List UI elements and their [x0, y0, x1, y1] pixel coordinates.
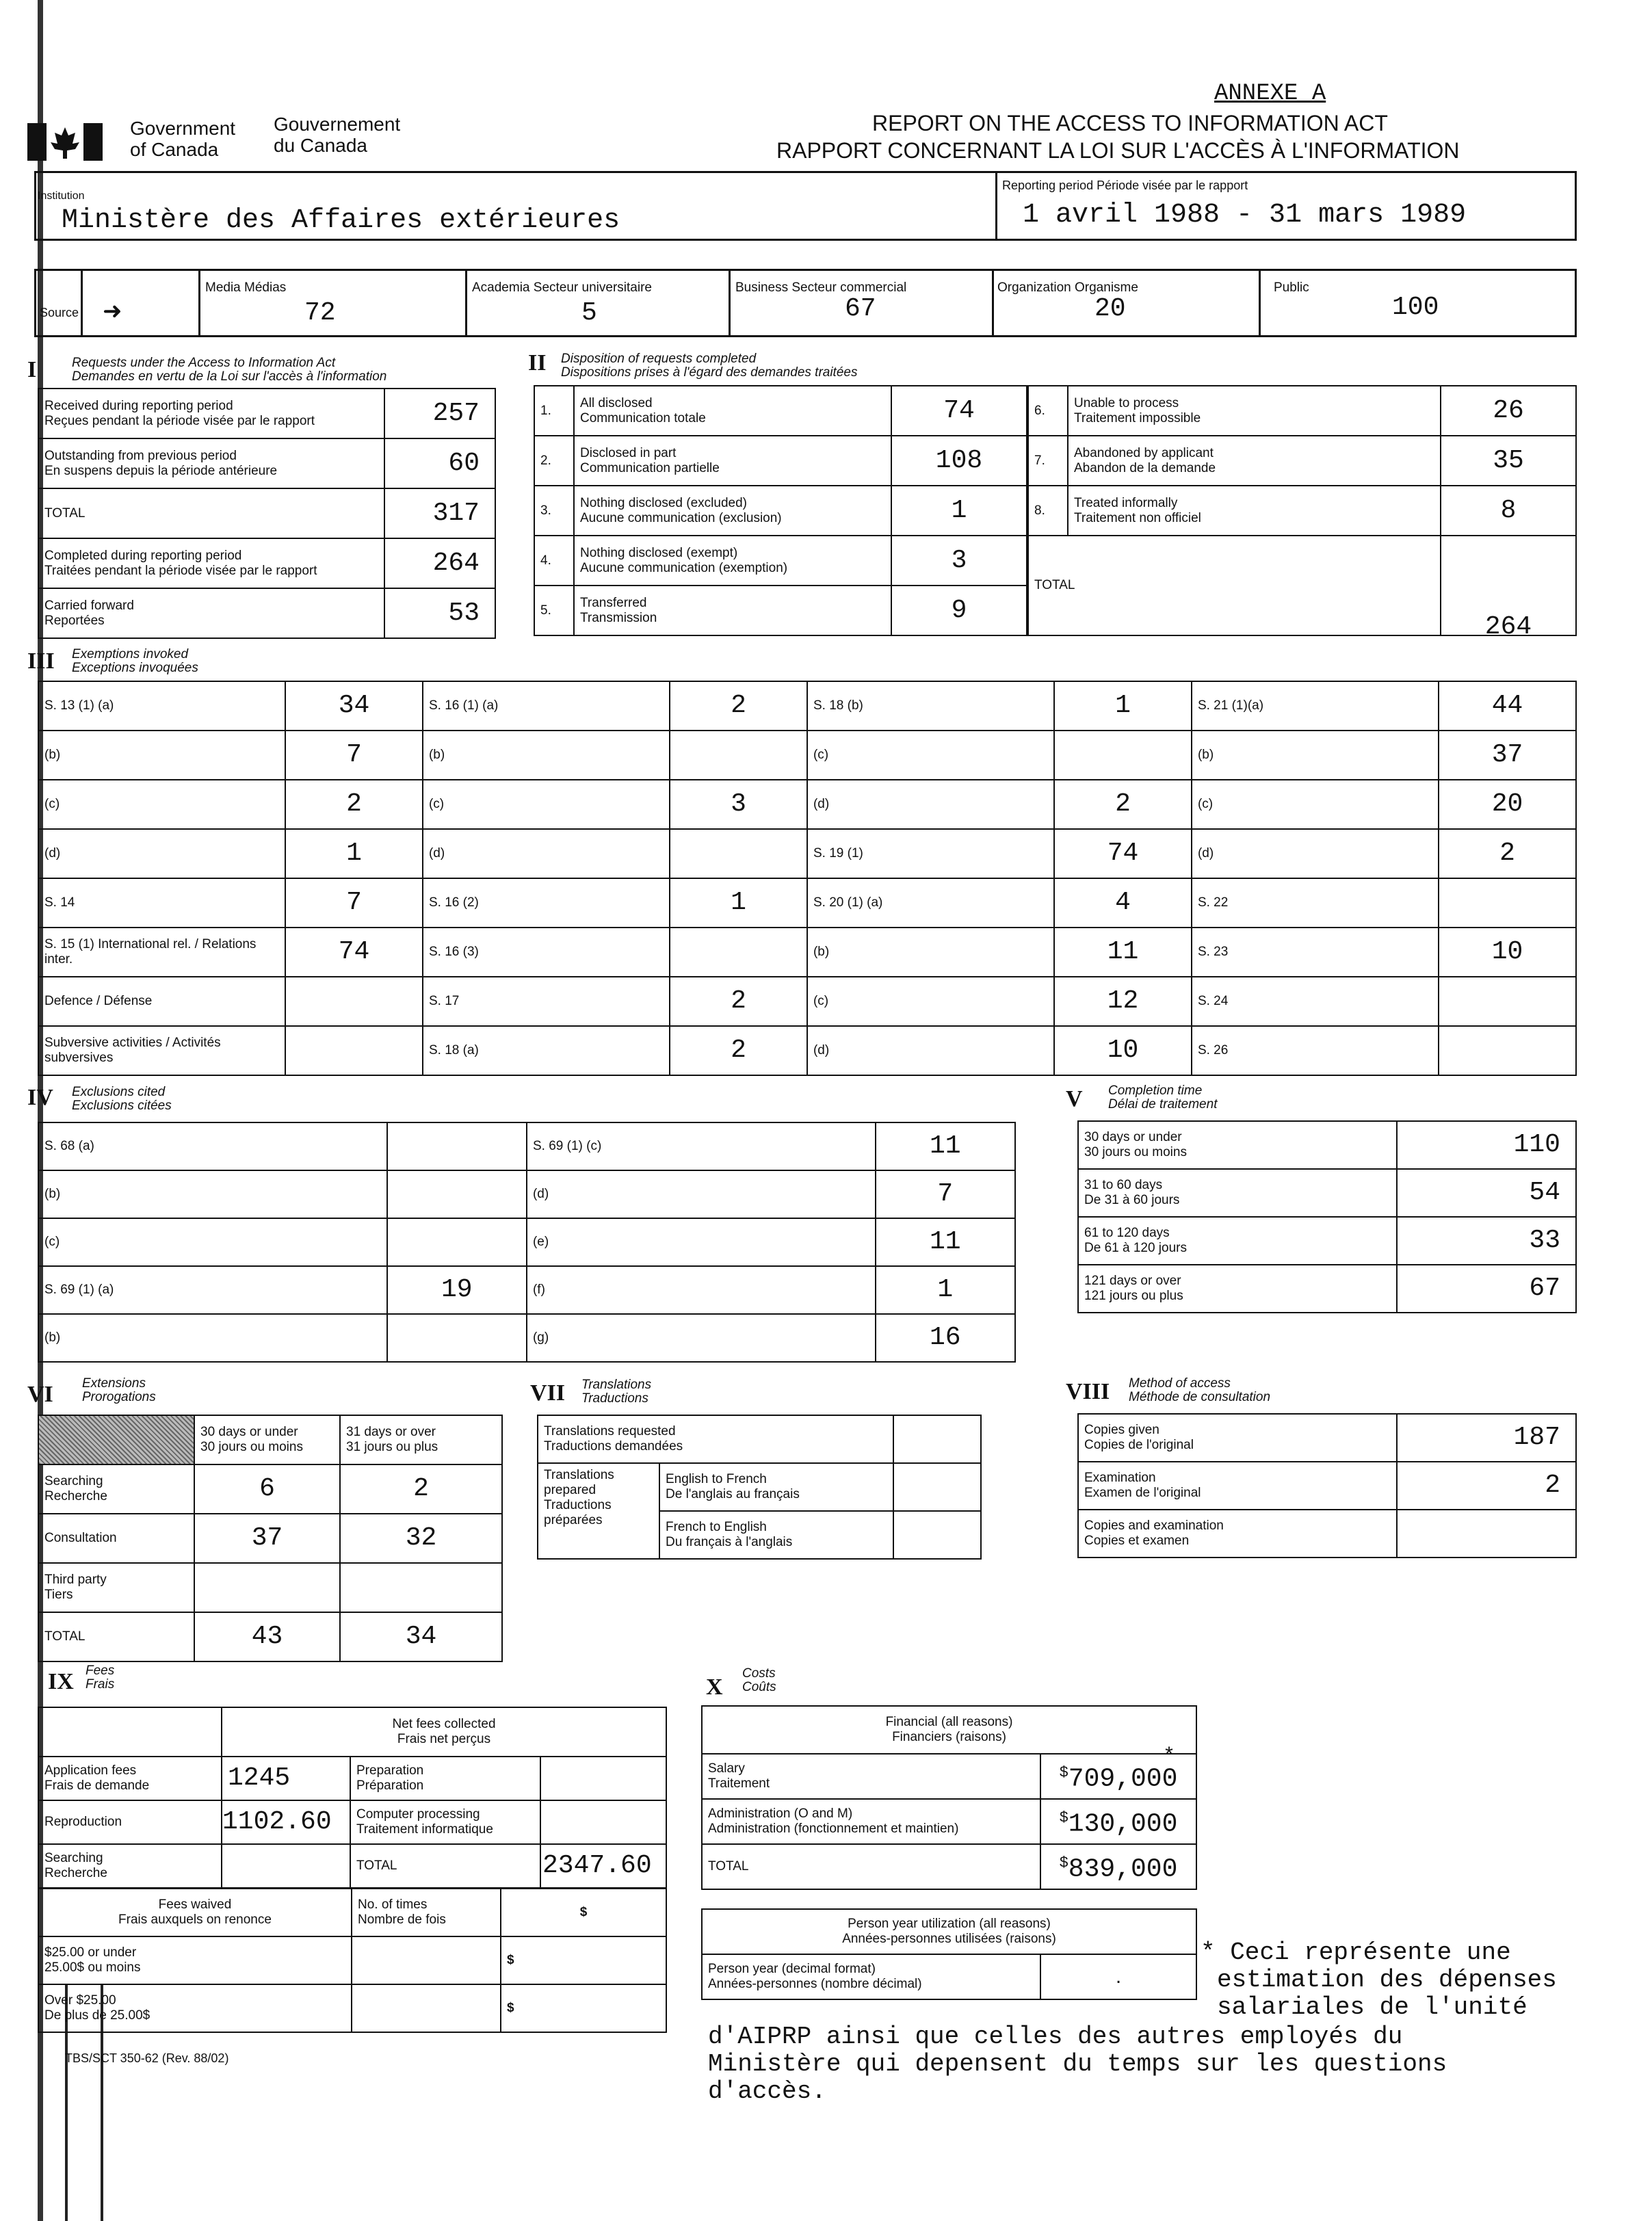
media-value: 72 — [304, 298, 336, 328]
sec6-r2-b — [340, 1563, 502, 1612]
sec1-r0-fr: Reçues pendant la période visée par le rapport — [44, 413, 315, 428]
sec4-col1-r4-value — [387, 1314, 527, 1362]
sec6-table — [38, 1415, 503, 1662]
sec1-r1-fr: En suspens depuis la période antérieure — [44, 463, 278, 478]
sec10-total-currency: $ — [1059, 1854, 1068, 1872]
sec3-table — [38, 681, 1577, 1076]
sec6-roman: VI — [27, 1382, 53, 1407]
sec7-table — [537, 1415, 982, 1560]
sec9-under-label: $25.00 or under 25.00$ ou moins — [38, 1936, 352, 1984]
sec3-col4-r0-label: S. 21 (1)(a) — [1192, 681, 1439, 731]
sec3-col4-r2-value: 20 — [1439, 780, 1576, 829]
sec7-prepared-label: Translations prepared — [544, 1468, 614, 1497]
sec9-waived-label: Fees waived Frais auxquels on renonce — [38, 1889, 352, 1936]
sec3-col2-r0-label: S. 16 (1) (a) — [423, 681, 670, 731]
sec3-col3-r6-label: (c) — [807, 977, 1054, 1026]
note-continued — [708, 1996, 1447, 2133]
note-line-4: d'AIPRP ainsi que celles des autres employés du — [708, 2023, 1403, 2051]
sec9-reproduction: 1102.60 — [222, 1800, 350, 1844]
sec9-total: 2347.60 — [540, 1844, 666, 1888]
sec8-title-en: Method of access — [1129, 1376, 1231, 1391]
sec3-col3-r7-label: (d) — [807, 1026, 1054, 1075]
sec3-col1-r5-label: S. 15 (1) International rel. / Relations inter. — [38, 928, 285, 977]
sec1-r2-value: 317 — [384, 488, 495, 538]
sec3-col1-r6-label: Defence / Défense — [38, 977, 285, 1026]
sec5-r2-fr: De 61 à 120 jours — [1084, 1241, 1187, 1255]
sec3-col1-r2-label: (c) — [38, 780, 285, 829]
sec5-title-en: Completion time — [1108, 1083, 1203, 1098]
sec3-col3-r5-value: 11 — [1054, 928, 1192, 977]
sec3-col1-r1-label: (b) — [38, 731, 285, 780]
sec2-l2-value: 1 — [891, 486, 1027, 536]
sec7-roman: VII — [530, 1380, 566, 1406]
sec10-salary-label: Salary Traitement — [702, 1754, 1040, 1799]
sec2-r0-en: Unable to process — [1074, 395, 1179, 410]
sec3-col2-r5-label: S. 16 (3) — [423, 928, 670, 977]
sec3-col3-r2-label: (d) — [807, 780, 1054, 829]
sec3-col2-r1-value — [670, 731, 807, 780]
sec9-roman: IX — [48, 1669, 74, 1694]
sec3-col2-r6-label: S. 17 — [423, 977, 670, 1026]
sec2-l0-value: 74 — [891, 386, 1027, 436]
sec4-col2-r1-value: 7 — [876, 1170, 1015, 1218]
sec10-salary-currency: $ — [1059, 1764, 1068, 1782]
period-value: 1 avril 1988 - 31 mars 1989 — [1023, 200, 1467, 231]
sec3-col3-r6-value: 12 — [1054, 977, 1192, 1026]
sec1-r3-fr: Traitées pendant la période visée par le rapport — [44, 563, 317, 578]
sec6-col-a: 30 days or under 30 jours ou moins — [194, 1415, 340, 1464]
sec5-r2-value: 33 — [1397, 1217, 1576, 1265]
note-line-2: estimation des dépenses — [1217, 1966, 1557, 1994]
sec4-col1-r2-label: (c) — [38, 1218, 387, 1266]
sec3-col2-r4-label: S. 16 (2) — [423, 878, 670, 928]
sec10-admin-label: Administration (O and M) Administration (fonctionnement et maintien) — [702, 1799, 1040, 1844]
sec3-col2-r7-label: S. 18 (a) — [423, 1026, 670, 1075]
sec4-col1-r2-value — [387, 1218, 527, 1266]
sec1-r3-value: 264 — [384, 538, 495, 588]
sec2-l4-en: Transferred — [580, 595, 647, 610]
sec10-py-table — [701, 1908, 1197, 2000]
sec10-costs-table — [701, 1705, 1197, 1890]
sec7-requested-label: Translations requested Traductions demandées — [538, 1415, 893, 1463]
sec10-asterisk: * — [1162, 1745, 1175, 1768]
sec3-col1-r2-value: 2 — [285, 780, 423, 829]
sec3-roman: III — [27, 648, 55, 674]
sec2-roman: II — [528, 350, 547, 376]
sec1-r4-value: 53 — [384, 588, 495, 638]
sec3-col3-r7-value: 10 — [1054, 1026, 1192, 1075]
sec4-roman: IV — [27, 1085, 53, 1110]
sec4-col1-r0-label: S. 68 (a) — [38, 1122, 387, 1170]
sec3-col1-r3-value: 1 — [285, 829, 423, 878]
sec3-col2-r3-value — [670, 829, 807, 878]
sec2-l2-fr: Aucune communication (exclusion) — [580, 510, 782, 525]
sec3-col2-r6-value: 2 — [670, 977, 807, 1026]
sec6-r3-a: 43 — [194, 1612, 340, 1661]
sec3-col4-r4-value — [1439, 878, 1576, 928]
sec3-col1-r0-value: 34 — [285, 681, 423, 731]
sec5-r3-en: 121 days or over — [1084, 1274, 1181, 1288]
sec2-total-value: 264 — [1441, 536, 1576, 635]
sec8-r0-value: 187 — [1397, 1414, 1576, 1462]
sec4-col2-r4-label: (g) — [527, 1314, 876, 1362]
sec4-col2-r0-label: S. 69 (1) (c) — [527, 1122, 876, 1170]
sec9-waived-table — [38, 1888, 667, 2033]
sec3-col4-r4-label: S. 22 — [1192, 878, 1439, 928]
sec3-col1-r7-label: Subversive activities / Activités subversives — [38, 1026, 285, 1075]
sec4-col1-r3-label: S. 69 (1) (a) — [38, 1266, 387, 1314]
sec5-title-fr: Délai de traitement — [1108, 1097, 1218, 1112]
report-title-fr: RAPPORT CONCERNANT LA LOI SUR L'ACCÈS À L'INFORMATION — [776, 138, 1460, 163]
sec6-r1-b: 32 — [340, 1514, 502, 1563]
sec2-l1-n: 2. — [534, 436, 574, 486]
sec1-r4-fr: Reportées — [44, 613, 105, 628]
note-line-3: salariales de l'unité — [1217, 1993, 1528, 2021]
sec4-col2-r2-value: 11 — [876, 1218, 1015, 1266]
sec5-r3-fr: 121 jours ou plus — [1084, 1289, 1183, 1303]
sec4-title-fr: Exclusions citées — [72, 1099, 172, 1113]
sec3-col2-r3-label: (d) — [423, 829, 670, 878]
sec9-reproduction-label: Reproduction — [38, 1800, 222, 1844]
sec10-roman: X — [706, 1674, 723, 1700]
period-label: Reporting period Période visée par le rapport — [1002, 179, 1248, 192]
sec2-l4-value: 9 — [891, 586, 1027, 635]
sec1-r1-en: Outstanding from previous period — [44, 448, 237, 463]
sec7-fr-en: French to English Du français à l'anglais — [659, 1511, 893, 1559]
sec3-col4-r5-value: 10 — [1439, 928, 1576, 977]
sec7-en-fr-value — [893, 1463, 981, 1511]
sec8-table — [1077, 1413, 1577, 1558]
sec9-computer — [540, 1800, 666, 1844]
sec8-title-fr: Méthode de consultation — [1129, 1390, 1271, 1404]
sec6-r0-a: 6 — [194, 1464, 340, 1514]
sec10-salary: 709,000 — [1068, 1764, 1178, 1794]
sec4-col2-r1-label: (d) — [527, 1170, 876, 1218]
sec3-col3-r2-value: 2 — [1054, 780, 1192, 829]
sec6-r2-a — [194, 1563, 340, 1612]
note-line-1: * Ceci représente une — [1201, 1939, 1511, 1967]
sec4-col2-r2-label: (e) — [527, 1218, 876, 1266]
sec2-r0-n: 6. — [1028, 386, 1068, 436]
sec3-col2-r1-label: (b) — [423, 731, 670, 780]
sec2-total-label: TOTAL — [1028, 536, 1441, 635]
sec4-col2-r3-label: (f) — [527, 1266, 876, 1314]
sec1-r2-en: TOTAL — [44, 505, 86, 521]
sec2-r1-value: 35 — [1441, 436, 1576, 486]
sec2-r0-value: 26 — [1441, 386, 1576, 436]
sec10-admin-currency: $ — [1059, 1809, 1068, 1827]
sec2-title-en: Disposition of requests completed — [561, 352, 757, 366]
sec3-col1-r0-label: S. 13 (1) (a) — [38, 681, 285, 731]
sec2-r1-fr: Abandon de la demande — [1074, 460, 1216, 475]
sec10-py-row-label: Person year (decimal format) Années-personnes (nombre décimal) — [702, 1954, 1040, 1999]
sec1-r3-en: Completed during reporting period — [44, 548, 242, 563]
sec3-col1-r5-value: 74 — [285, 928, 423, 977]
sec5-table — [1077, 1120, 1577, 1313]
sec1-r1-value: 60 — [384, 438, 495, 488]
sec3-col1-r4-label: S. 14 — [38, 878, 285, 928]
sec9-searching-label: Searching Recherche — [38, 1844, 222, 1888]
sec3-col3-r1-label: (c) — [807, 731, 1054, 780]
sec8-r1-value: 2 — [1397, 1462, 1576, 1510]
sec2-l2-n: 3. — [534, 486, 574, 536]
sec7-prepared-label-fr: Traductions préparées — [544, 1498, 612, 1527]
sec3-col4-r3-value: 2 — [1439, 829, 1576, 878]
sec5-r0-value: 110 — [1397, 1121, 1576, 1169]
sec2-l4-fr: Transmission — [580, 610, 657, 625]
sec10-py-label: Person year utilization (all reasons) Années-personnes utilisées (raisons) — [702, 1909, 1196, 1954]
sec8-r0-label: Copies given Copies de l'original — [1078, 1414, 1397, 1462]
sec2-r1-n: 7. — [1028, 436, 1068, 486]
sec3-col4-r6-label: S. 24 — [1192, 977, 1439, 1026]
sec6-col-b: 31 days or over 31 jours ou plus — [340, 1415, 502, 1464]
form-number: TBS/SCT 350-62 (Rev. 88/02) — [65, 2051, 229, 2065]
institution-label: Institution — [38, 190, 85, 202]
sec3-col3-r1-value — [1054, 731, 1192, 780]
public-value: 100 — [1392, 293, 1439, 322]
sec8-r1-label: Examination Examen de l'original — [1078, 1462, 1397, 1510]
sec3-col2-r2-label: (c) — [423, 780, 670, 829]
sec2-r2-n: 8. — [1028, 486, 1068, 536]
sec2-l3-en: Nothing disclosed (exempt) — [580, 545, 738, 560]
sec9-application-label: Application fees Frais de demande — [38, 1757, 222, 1800]
annex-label: ANNEXE A — [1214, 81, 1326, 107]
sec6-r3-label: TOTAL — [38, 1612, 194, 1661]
sec6-title-fr: Prorogations — [82, 1390, 156, 1404]
sec9-dollar-under: $ — [501, 1936, 666, 1984]
sec7-fr-en-value — [893, 1511, 981, 1559]
sec4-col1-r0-value — [387, 1122, 527, 1170]
sec6-r1-a: 37 — [194, 1514, 340, 1563]
sec9-preparation — [540, 1757, 666, 1800]
sec4-title-en: Exclusions cited — [72, 1085, 166, 1099]
sec2-l0-n: 1. — [534, 386, 574, 436]
sec2-r2-fr: Traitement non officiel — [1074, 510, 1201, 525]
sec3-col4-r7-label: S. 26 — [1192, 1026, 1439, 1075]
sec1-r0-en: Received during reporting period — [44, 398, 233, 413]
sec10-total-label: TOTAL — [702, 1844, 1040, 1889]
sec4-col2-r4-value: 16 — [876, 1314, 1015, 1362]
sec10-py-value: . — [1040, 1954, 1196, 1999]
gov-en: Government of Canada — [130, 118, 236, 160]
canada-flag-icon — [27, 123, 103, 161]
sec2-left-table — [534, 385, 1027, 636]
sec6-r1-label: Consultation — [38, 1514, 194, 1563]
sec7-en-fr: English to French De l'anglais au français — [659, 1463, 893, 1511]
sec9-net-label: Net fees collected Frais net perçus — [222, 1707, 666, 1757]
sec2-l3-n: 4. — [534, 536, 574, 586]
sec3-col3-r3-label: S. 19 (1) — [807, 829, 1054, 878]
sec1-title-en: Requests under the Access to Information Act — [72, 356, 336, 370]
sec2-r2-value: 8 — [1441, 486, 1576, 536]
sec10-total: 839,000 — [1068, 1854, 1178, 1884]
sec9-title-en: Fees — [86, 1664, 115, 1678]
media-label: Media Médias — [205, 280, 287, 295]
sec2-r0-fr: Traitement impossible — [1074, 410, 1201, 425]
organization-label: Organization Organisme — [997, 280, 1138, 295]
sec3-col4-r0-value: 44 — [1439, 681, 1576, 731]
sec8-r2-value — [1397, 1510, 1576, 1558]
sec6-title-en: Extensions — [82, 1376, 146, 1391]
sec9-title-fr: Frais — [86, 1677, 115, 1692]
sec4-col1-r1-label: (b) — [38, 1170, 387, 1218]
sec4-col2-r3-value: 1 — [876, 1266, 1015, 1314]
academia-value: 5 — [581, 298, 597, 328]
sec4-table — [38, 1122, 1016, 1363]
sec1-roman: I — [27, 357, 37, 382]
sec9-preparation-label: Preparation Préparation — [350, 1757, 540, 1800]
sec3-col4-r6-value — [1439, 977, 1576, 1026]
report-title-en: REPORT ON THE ACCESS TO INFORMATION ACT — [872, 111, 1388, 135]
source-label: Source — [40, 306, 79, 319]
sec7-requested — [893, 1415, 981, 1463]
sec5-r1-value: 54 — [1397, 1169, 1576, 1217]
sec3-col4-r3-label: (d) — [1192, 829, 1439, 878]
sec9-dollar-head: $ — [501, 1889, 666, 1936]
sec3-col4-r5-label: S. 23 — [1192, 928, 1439, 977]
sec2-l4-n: 5. — [534, 586, 574, 635]
sec2-l3-value: 3 — [891, 536, 1027, 586]
sec3-col1-r3-label: (d) — [38, 829, 285, 878]
sec9-total-label: TOTAL — [350, 1844, 540, 1888]
gov-fr: Gouvernement du Canada — [274, 114, 401, 156]
sec5-r2-en: 61 to 120 days — [1084, 1226, 1170, 1240]
sec2-l0-en: All disclosed — [580, 395, 653, 410]
sec2-l2-en: Nothing disclosed (excluded) — [580, 495, 747, 510]
sec3-col4-r2-label: (c) — [1192, 780, 1439, 829]
sec2-title-fr: Dispositions prises à l'égard des demandes traitées — [561, 365, 858, 380]
sec9-fees-table — [38, 1707, 667, 1889]
sec9-computer-label: Computer processing Traitement informatique — [350, 1800, 540, 1844]
sec9-application: 1245 — [222, 1757, 350, 1800]
academia-label: Academia Secteur universitaire — [472, 280, 652, 295]
sec8-r2-label: Copies and examination Copies et examen — [1078, 1510, 1397, 1558]
sec3-title-fr: Exceptions invoquées — [72, 661, 198, 675]
sec10-financial-label: Financial (all reasons) Financiers (raisons) — [702, 1706, 1196, 1754]
note-line-5: Ministère qui depensent du temps sur les questions — [708, 2050, 1447, 2078]
sec8-roman: VIII — [1066, 1379, 1110, 1404]
note-line-6: d'accès. — [708, 2077, 826, 2105]
sec5-r0-fr: 30 jours ou moins — [1084, 1145, 1187, 1159]
sec6-r0-b: 2 — [340, 1464, 502, 1514]
sec3-col3-r4-label: S. 20 (1) (a) — [807, 878, 1054, 928]
sec5-r3-value: 67 — [1397, 1265, 1576, 1313]
sec3-col1-r7-value — [285, 1026, 423, 1075]
sec3-col2-r4-value: 1 — [670, 878, 807, 928]
sec9-times-label: No. of times Nombre de fois — [352, 1889, 501, 1936]
sec5-r1-en: 31 to 60 days — [1084, 1178, 1163, 1192]
sec3-col2-r7-value: 2 — [670, 1026, 807, 1075]
sec3-col4-r7-value — [1439, 1026, 1576, 1075]
sec5-r1-fr: De 31 à 60 jours — [1084, 1193, 1180, 1207]
sec2-l0-fr: Communication totale — [580, 410, 706, 425]
business-value: 67 — [845, 294, 876, 324]
business-label: Business Secteur commercial — [735, 280, 907, 295]
sec2-r2-en: Treated informally — [1074, 495, 1178, 510]
sec3-col2-r0-value: 2 — [670, 681, 807, 731]
sec6-r3-b: 34 — [340, 1612, 502, 1661]
sec3-col1-r4-value: 7 — [285, 878, 423, 928]
organization-value: 20 — [1094, 294, 1126, 324]
sec5-r0-en: 30 days or under — [1084, 1130, 1182, 1144]
sec10-admin: 130,000 — [1068, 1809, 1178, 1839]
sec2-l3-fr: Aucune communication (exemption) — [580, 560, 788, 575]
sec9-searching — [222, 1844, 350, 1888]
sec4-col1-r1-value — [387, 1170, 527, 1218]
sec3-col4-r1-value: 37 — [1439, 731, 1576, 780]
institution-value: Ministère des Affaires extérieures — [62, 205, 620, 236]
sec3-col4-r1-label: (b) — [1192, 731, 1439, 780]
sec2-l1-value: 108 — [891, 436, 1027, 486]
sec1-title-fr: Demandes en vertu de la Loi sur l'accès à l'information — [72, 369, 387, 384]
sec3-col3-r4-value: 4 — [1054, 878, 1192, 928]
sec4-col2-r0-value: 11 — [876, 1122, 1015, 1170]
arrow-right-icon: ➜ — [103, 298, 122, 324]
sec3-col3-r5-label: (b) — [807, 928, 1054, 977]
sec10-title-en: Costs — [742, 1666, 776, 1681]
sec6-r0-label: Searching Recherche — [38, 1464, 194, 1514]
sec2-r1-en: Abandoned by applicant — [1074, 445, 1214, 460]
sec3-col1-r1-value: 7 — [285, 731, 423, 780]
sec1-table — [38, 388, 496, 639]
sec2-l1-en: Disclosed in part — [580, 445, 677, 460]
sec5-roman: V — [1066, 1086, 1083, 1112]
public-label: Public — [1274, 280, 1309, 295]
sec10-title-fr: Coûts — [742, 1680, 776, 1694]
sec2-right-table — [1027, 385, 1577, 642]
sec7-title-en: Translations — [581, 1378, 652, 1392]
sec2-l1-fr: Communication partielle — [580, 460, 720, 475]
sec9-over-label: Over $25.00 De plus de 25.00$ — [38, 1984, 352, 2032]
source-box — [34, 269, 1577, 337]
sec9-dollar-over: $ — [501, 1984, 666, 2032]
sec3-col1-r6-value — [285, 977, 423, 1026]
sec3-col3-r3-value: 74 — [1054, 829, 1192, 878]
sec4-col1-r4-label: (b) — [38, 1314, 387, 1362]
sec4-col1-r3-value: 19 — [387, 1266, 527, 1314]
sec3-col3-r0-value: 1 — [1054, 681, 1192, 731]
sec3-col2-r2-value: 3 — [670, 780, 807, 829]
sec3-col2-r5-value — [670, 928, 807, 977]
sec3-col3-r0-label: S. 18 (b) — [807, 681, 1054, 731]
sec3-title-en: Exemptions invoked — [72, 647, 189, 661]
sec1-r0-value: 257 — [384, 389, 495, 438]
sec7-title-fr: Traductions — [581, 1391, 648, 1406]
sec1-r4-en: Carried forward — [44, 598, 134, 613]
sec6-r2-label: Third party Tiers — [38, 1563, 194, 1612]
